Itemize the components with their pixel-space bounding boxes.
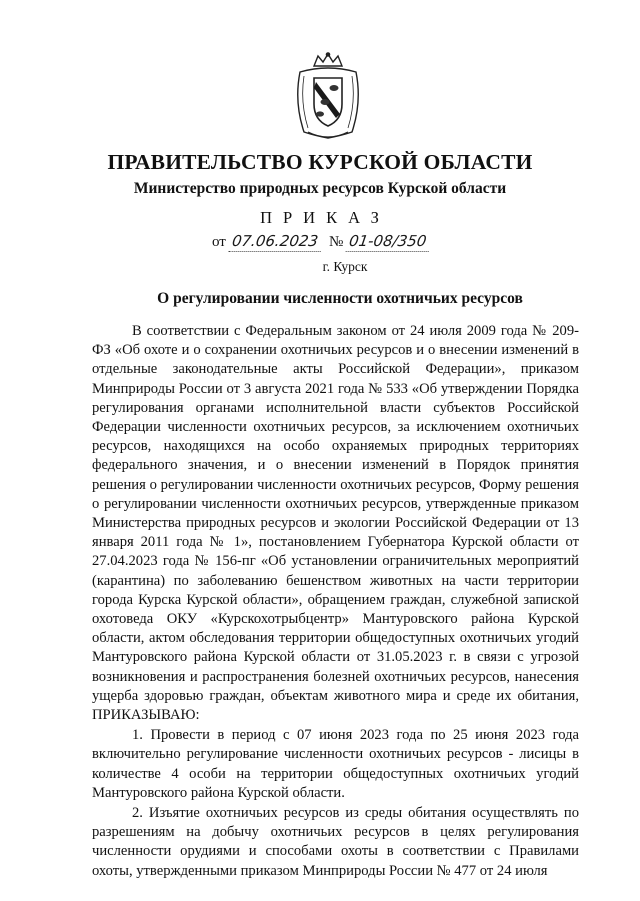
preamble-paragraph: В соответствии с Федеральным законом от 24 июля 2009 года № 209-ФЗ «Об охоте и о сохранении охотничьих ресурсов и о внесении изменений в отдельные законодательные акты Российской Федерации», приказом Минприроды России от 3 августа 2021 года № 533 «Об утверждении Порядка регулирования органами исполнительной власти субъектов Российской Федерации численности охотничьих ресурсов, за исключением охотничьих ресурсов, находящихся на особо охраняемых природных территориях федерального значения, и о внесении изменений в Порядок принятия решения о регулировании численности охотничьих ресурсов, Форму решения о регулировании численности охотничьих ресурсов, утвержденные приказом Министерства природных ресурсов и экологии Российской Федерации от 13 января 2011 года № 1», постановлением Губернатора Курской области от 27.04.2023 года № 156-пг «Об установлении ограничительных мероприятий (карантина) по заболеванию бешенством животных на части территории города Курска Курской области», обращением граждан, служебной запиской охотоведа ОКУ «Курскохотрыбцентр» Мантуровского района Курской области, актом обследования территории общедоступных охотничьих угодий Мантуровского района Курской области от 31.05.2023 г. в связи с угрозой возникновения и распространения болезней охотничьих ресурсов, нанесения ущерба здоровью граждан, объектам животного мира и среде их обитания, ПРИКАЗЫВАЮ: xyxy=(92,323,579,724)
handwritten-date: 07.06.2023 xyxy=(228,232,323,252)
coat-of-arms-emblem xyxy=(290,52,366,140)
order-body xyxy=(92,322,579,881)
number-prefix: № xyxy=(329,234,344,250)
date-number-line xyxy=(212,232,430,252)
order-item-1: 1. Провести в период с 07 июня 2023 года по 25 июня 2023 года включительно регулирование численности охотничьих ресурсов - лисицы в количестве 4 особи на территории общедоступных охотничьих угодий Мантуровского района Курской области. xyxy=(92,727,579,801)
order-item-2: 2. Изъятие охотничьих ресурсов из среды обитания осуществлять по разрешениям на добычу охотничьих ресурсов в целях регулирования численности орудиями и способами охоты в соответствии с Правилами охоты, утвержденными приказом Минприроды России № 477 от 24 июля xyxy=(92,805,579,879)
handwritten-number: 01-08/350 xyxy=(346,232,432,252)
date-prefix: от xyxy=(212,234,226,250)
city-label: г. Курск xyxy=(322,259,368,274)
government-title: ПРАВИТЕЛЬСТВО КУРСКОЙ ОБЛАСТИ xyxy=(107,150,533,174)
ministry-title: Министерство природных ресурсов Курской области xyxy=(133,180,507,197)
order-subject-title: О регулировании численности охотничьих ресурсов xyxy=(157,290,523,307)
document-type: ПРИКАЗ xyxy=(260,208,390,227)
